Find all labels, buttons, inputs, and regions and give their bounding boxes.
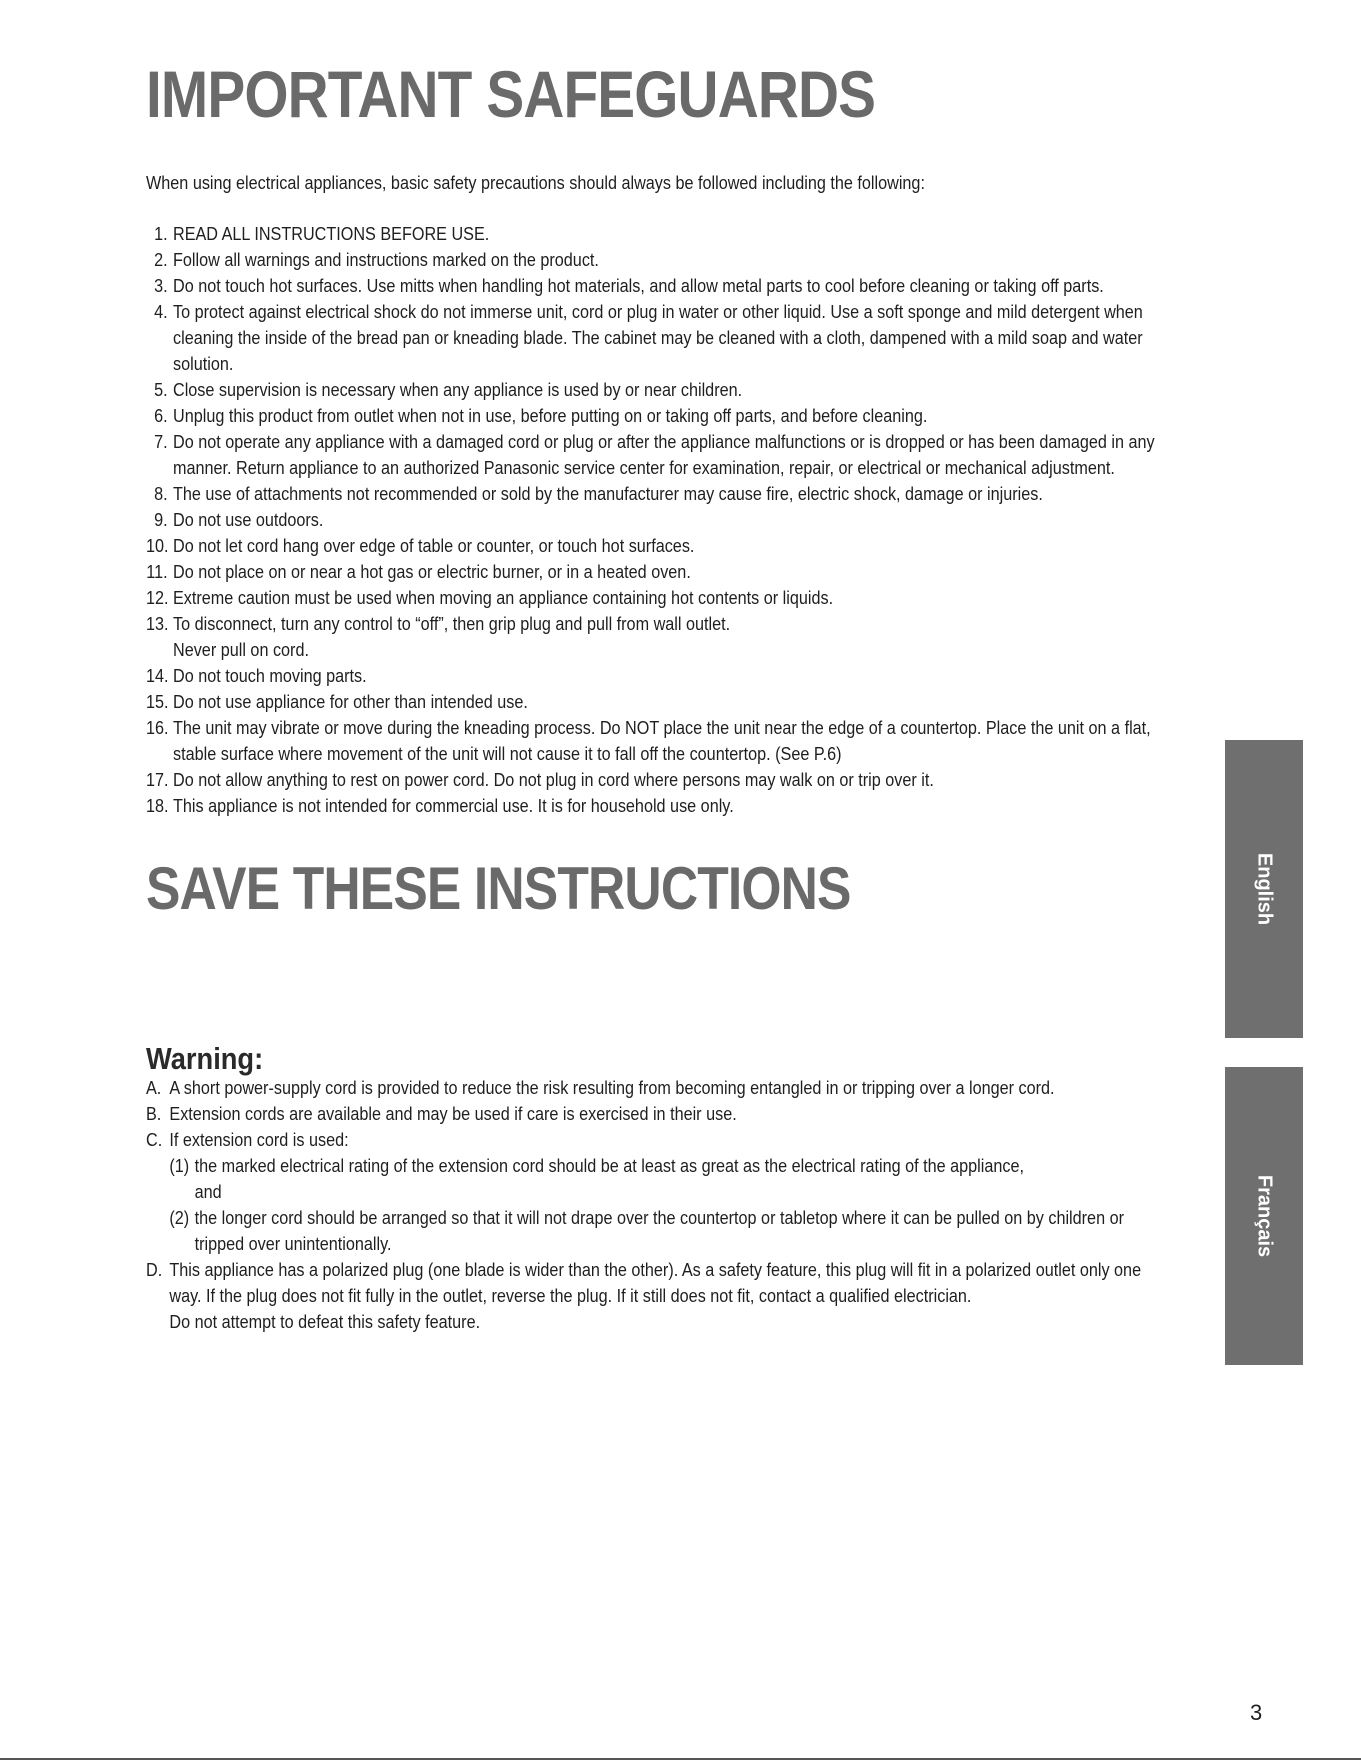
warning-item-number: C. [146, 1130, 163, 1150]
safeguard-item-number: 11. [146, 562, 168, 582]
safeguard-item [146, 793, 1163, 819]
warning-item [146, 1101, 1163, 1127]
safeguard-item [146, 715, 1163, 767]
warning-item-text: way. If the plug does not fit fully in the outlet, reverse the plug. If it still does not fit, contact a qualified electrician. [169, 1286, 972, 1306]
safeguard-item-number: 10. [146, 536, 169, 556]
safeguard-item-text: Do not use appliance for other than intended use. [173, 692, 528, 712]
warning-item-text: Do not attempt to defeat this safety feature. [169, 1312, 481, 1332]
language-tab-francais[interactable] [1225, 1067, 1303, 1365]
safeguard-item-number: 7. [154, 432, 168, 452]
safeguard-item-number: 17. [146, 770, 169, 790]
safeguard-item-number: 2. [154, 250, 168, 270]
safeguard-item-text: manner. Return appliance to an authorized Panasonic service center for examination, repair, or electrical or mechanical adjustment. [173, 458, 1115, 478]
safeguard-item-text: cleaning the inside of the bread pan or kneading blade. The cabinet may be cleaned with a cloth, dampened with a mild soap and water [173, 328, 1143, 348]
safeguard-item [146, 299, 1163, 377]
safeguard-item [146, 767, 1163, 793]
warning-item [146, 1075, 1163, 1101]
safeguard-item-text: stable surface where movement of the unit will not cause it to fall off the countertop. (See P.6) [173, 744, 842, 764]
safeguards-list [146, 221, 1163, 819]
safeguard-item-text: Do not use outdoors. [173, 510, 324, 530]
language-tab-label: English [1253, 852, 1276, 926]
safeguard-item-text: Never pull on cord. [173, 640, 309, 660]
safeguard-item [146, 247, 1163, 273]
intro-text: When using electrical appliances, basic safety precautions should always be followed including the following: [146, 173, 925, 193]
safeguard-item-text: Close supervision is necessary when any appliance is used by or near children. [173, 380, 743, 400]
safeguard-item-text: Extreme caution must be used when moving an appliance containing hot contents or liquids. [173, 588, 834, 608]
safeguard-item-number: 5. [154, 380, 168, 400]
warning-item-text: If extension cord is used: [169, 1130, 349, 1150]
warning-item [146, 1257, 1163, 1335]
safeguard-item [146, 663, 1163, 689]
safeguard-item-number: 18. [146, 796, 169, 816]
safeguard-item [146, 507, 1163, 533]
safeguard-item-text: Do not allow anything to rest on power cord. Do not plug in cord where persons may walk on or trip over it. [173, 770, 934, 790]
sub-item-number: (1) [169, 1156, 190, 1176]
safeguard-item [146, 611, 1163, 663]
safeguard-item [146, 273, 1163, 299]
safeguard-item-number: 4. [154, 302, 168, 322]
safeguard-item-number: 12. [146, 588, 169, 608]
safeguard-item-text: Do not touch moving parts. [173, 666, 367, 686]
safeguard-item-number: 3. [154, 276, 168, 296]
warning-item-sublist [169, 1153, 1163, 1257]
bottom-rule [0, 1758, 1361, 1760]
warning-item-text: A short power-supply cord is provided to reduce the risk resulting from becoming entangled in or tripping over a longer cord. [169, 1078, 1055, 1098]
safeguard-item-number: 14. [146, 666, 169, 686]
page-number: 3 [1250, 1700, 1263, 1725]
safeguard-item [146, 689, 1163, 715]
safeguard-item-number: 15. [146, 692, 169, 712]
safeguard-item-number: 9. [154, 510, 168, 530]
safeguard-item-text: To disconnect, turn any control to “off”, then grip plug and pull from wall outlet. [173, 614, 731, 634]
sub-item [169, 1153, 1163, 1205]
safeguard-item-text: Do not let cord hang over edge of table or counter, or touch hot surfaces. [173, 536, 695, 556]
safeguard-item-number: 13. [146, 614, 169, 634]
warning-item [146, 1127, 1163, 1257]
warning-item-text: Extension cords are available and may be used if care is exercised in their use. [169, 1104, 737, 1124]
warning-title: Warning: [146, 1041, 264, 1076]
warning-item-number: B. [146, 1104, 162, 1124]
safeguard-item [146, 481, 1163, 507]
warning-list [146, 1075, 1163, 1335]
sub-item [169, 1205, 1163, 1257]
safeguard-item-text: The unit may vibrate or move during the kneading process. Do NOT place the unit near the edge of a countertop. Place the unit on a flat, [173, 718, 1151, 738]
safeguard-item [146, 377, 1163, 403]
safeguard-item-text: To protect against electrical shock do not immerse unit, cord or plug in water or other liquid. Use a soft sponge and mild detergent when [173, 302, 1143, 322]
safeguard-item-text: READ ALL INSTRUCTIONS BEFORE USE. [173, 224, 490, 244]
warning-item-number: D. [146, 1260, 163, 1280]
sub-item-number: (2) [169, 1208, 190, 1228]
safeguard-item-text: This appliance is not intended for commercial use. It is for household use only. [173, 796, 734, 816]
safeguard-item [146, 559, 1163, 585]
sub-item-text: and [194, 1182, 222, 1202]
safeguard-item-text: Do not operate any appliance with a damaged cord or plug or after the appliance malfunctions or is dropped or has been damaged in any [173, 432, 1155, 452]
warning-item-text: This appliance has a polarized plug (one blade is wider than the other). As a safety feature, this plug will fit in a polarized outlet only one [169, 1260, 1142, 1280]
safeguard-item-text: solution. [173, 354, 234, 374]
warning-item-number: A. [146, 1078, 162, 1098]
safeguard-item-number: 6. [154, 406, 168, 426]
sub-item-text: tripped over unintentionally. [194, 1234, 392, 1254]
safeguard-item-text: The use of attachments not recommended or sold by the manufacturer may cause fire, electric shock, damage or injuries. [173, 484, 1043, 504]
safeguard-item [146, 403, 1163, 429]
safeguard-item-text: Do not place on or near a hot gas or electric burner, or in a heated oven. [173, 562, 691, 582]
safeguard-item [146, 429, 1163, 481]
sub-item-text: the longer cord should be arranged so that it will not drape over the countertop or tabletop where it can be pulled on by children or [194, 1208, 1124, 1228]
safeguard-item [146, 585, 1163, 611]
safeguard-item-text: Unplug this product from outlet when not in use, before putting on or taking off parts, and before cleaning. [173, 406, 928, 426]
language-tab-english[interactable] [1225, 740, 1303, 1038]
safeguard-item-text: Do not touch hot surfaces. Use mitts when handling hot materials, and allow metal parts to cool before cleaning or taking off parts. [173, 276, 1104, 296]
language-tab-label: Français [1253, 1174, 1276, 1258]
safeguard-item [146, 221, 1163, 247]
page-title: IMPORTANT SAFEGUARDS [146, 57, 876, 131]
safeguard-item [146, 533, 1163, 559]
sub-item-text: the marked electrical rating of the extension cord should be at least as great as the electrical rating of the appliance, [194, 1156, 1024, 1176]
safeguard-item-number: 1. [154, 224, 168, 244]
safeguard-item-number: 8. [154, 484, 168, 504]
safeguard-item-text: Follow all warnings and instructions marked on the product. [173, 250, 599, 270]
safeguard-item-number: 16. [146, 718, 169, 738]
save-instructions-title: SAVE THESE INSTRUCTIONS [146, 855, 851, 922]
